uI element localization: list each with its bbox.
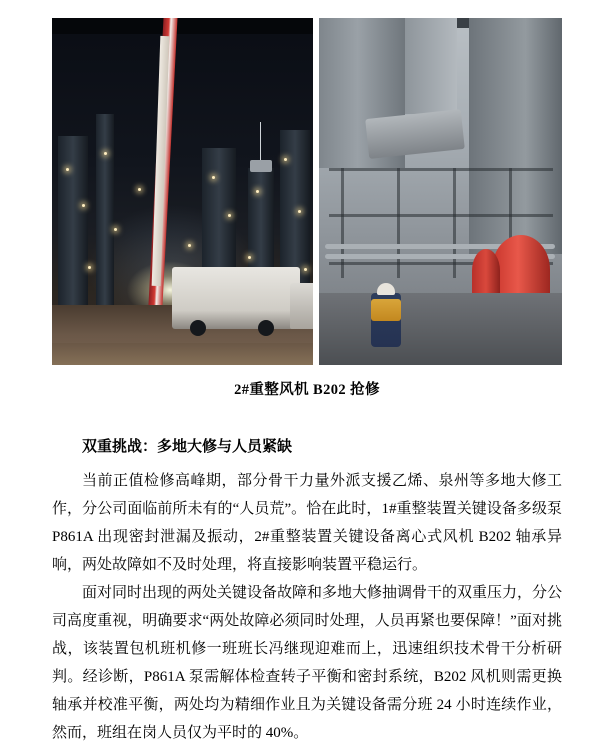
service-truck [172,267,300,329]
plant-building [405,18,457,114]
photo-night-crane-repair [52,18,313,365]
article-body [52,433,562,747]
site-ground-near [52,343,313,365]
scaffold-post [453,168,456,278]
section-heading: 双重挑战：多地大修与人员紧缺 [82,439,293,455]
truck-wheel [258,320,274,336]
plant-building [469,18,562,254]
scaffold-post [397,168,400,278]
worker-helmet [377,283,395,295]
plant-floor [319,293,562,365]
figure-block [52,18,562,399]
scaffold-beam [329,214,553,217]
paragraph: 当前正值检修高峰期，部分骨干力量外派支援乙烯、泉州等多地大修工作，分公司面临前所未有的“人员荒”。恰在此时，1#重整装置关键设备多级泵 P861A 出现密封泄漏及振动，2#重整装置关键设备离心式风机 B202 轴承异响，两处故障如不及时处理，将直接影响装置平稳运行。 [52,473,562,573]
worker-hi-vis-vest [371,299,401,321]
truck-cab [290,283,313,329]
figure-caption: 2#重整风机 B202 抢修 [234,382,380,398]
photo-row [52,18,562,365]
photo-daytime-plant-repair [319,18,562,365]
air-duct [365,109,465,159]
paragraph: 面对同时出现的两处关键设备故障和多地大修抽调骨干的双重压力，分公司高度重视，明确要求“两处故障必须同时处理，人员再紧也要保障！”面对挑战，该装置包机班机修一班班长冯继现迎难而上，迅速组织技术骨干分析研判。经诊断，P861A 泵需解体检查转子平衡和密封系统，B202 风机则需更换轴承并校准平衡，两处均为精细作业且为关键设备需分班 24 小时连续作业，然而，班组在岗人员仅为平时的 40%。 [52,585,563,741]
scaffold-post [341,168,344,278]
scaffold-beam [329,168,553,171]
truck-wheel [190,320,206,336]
